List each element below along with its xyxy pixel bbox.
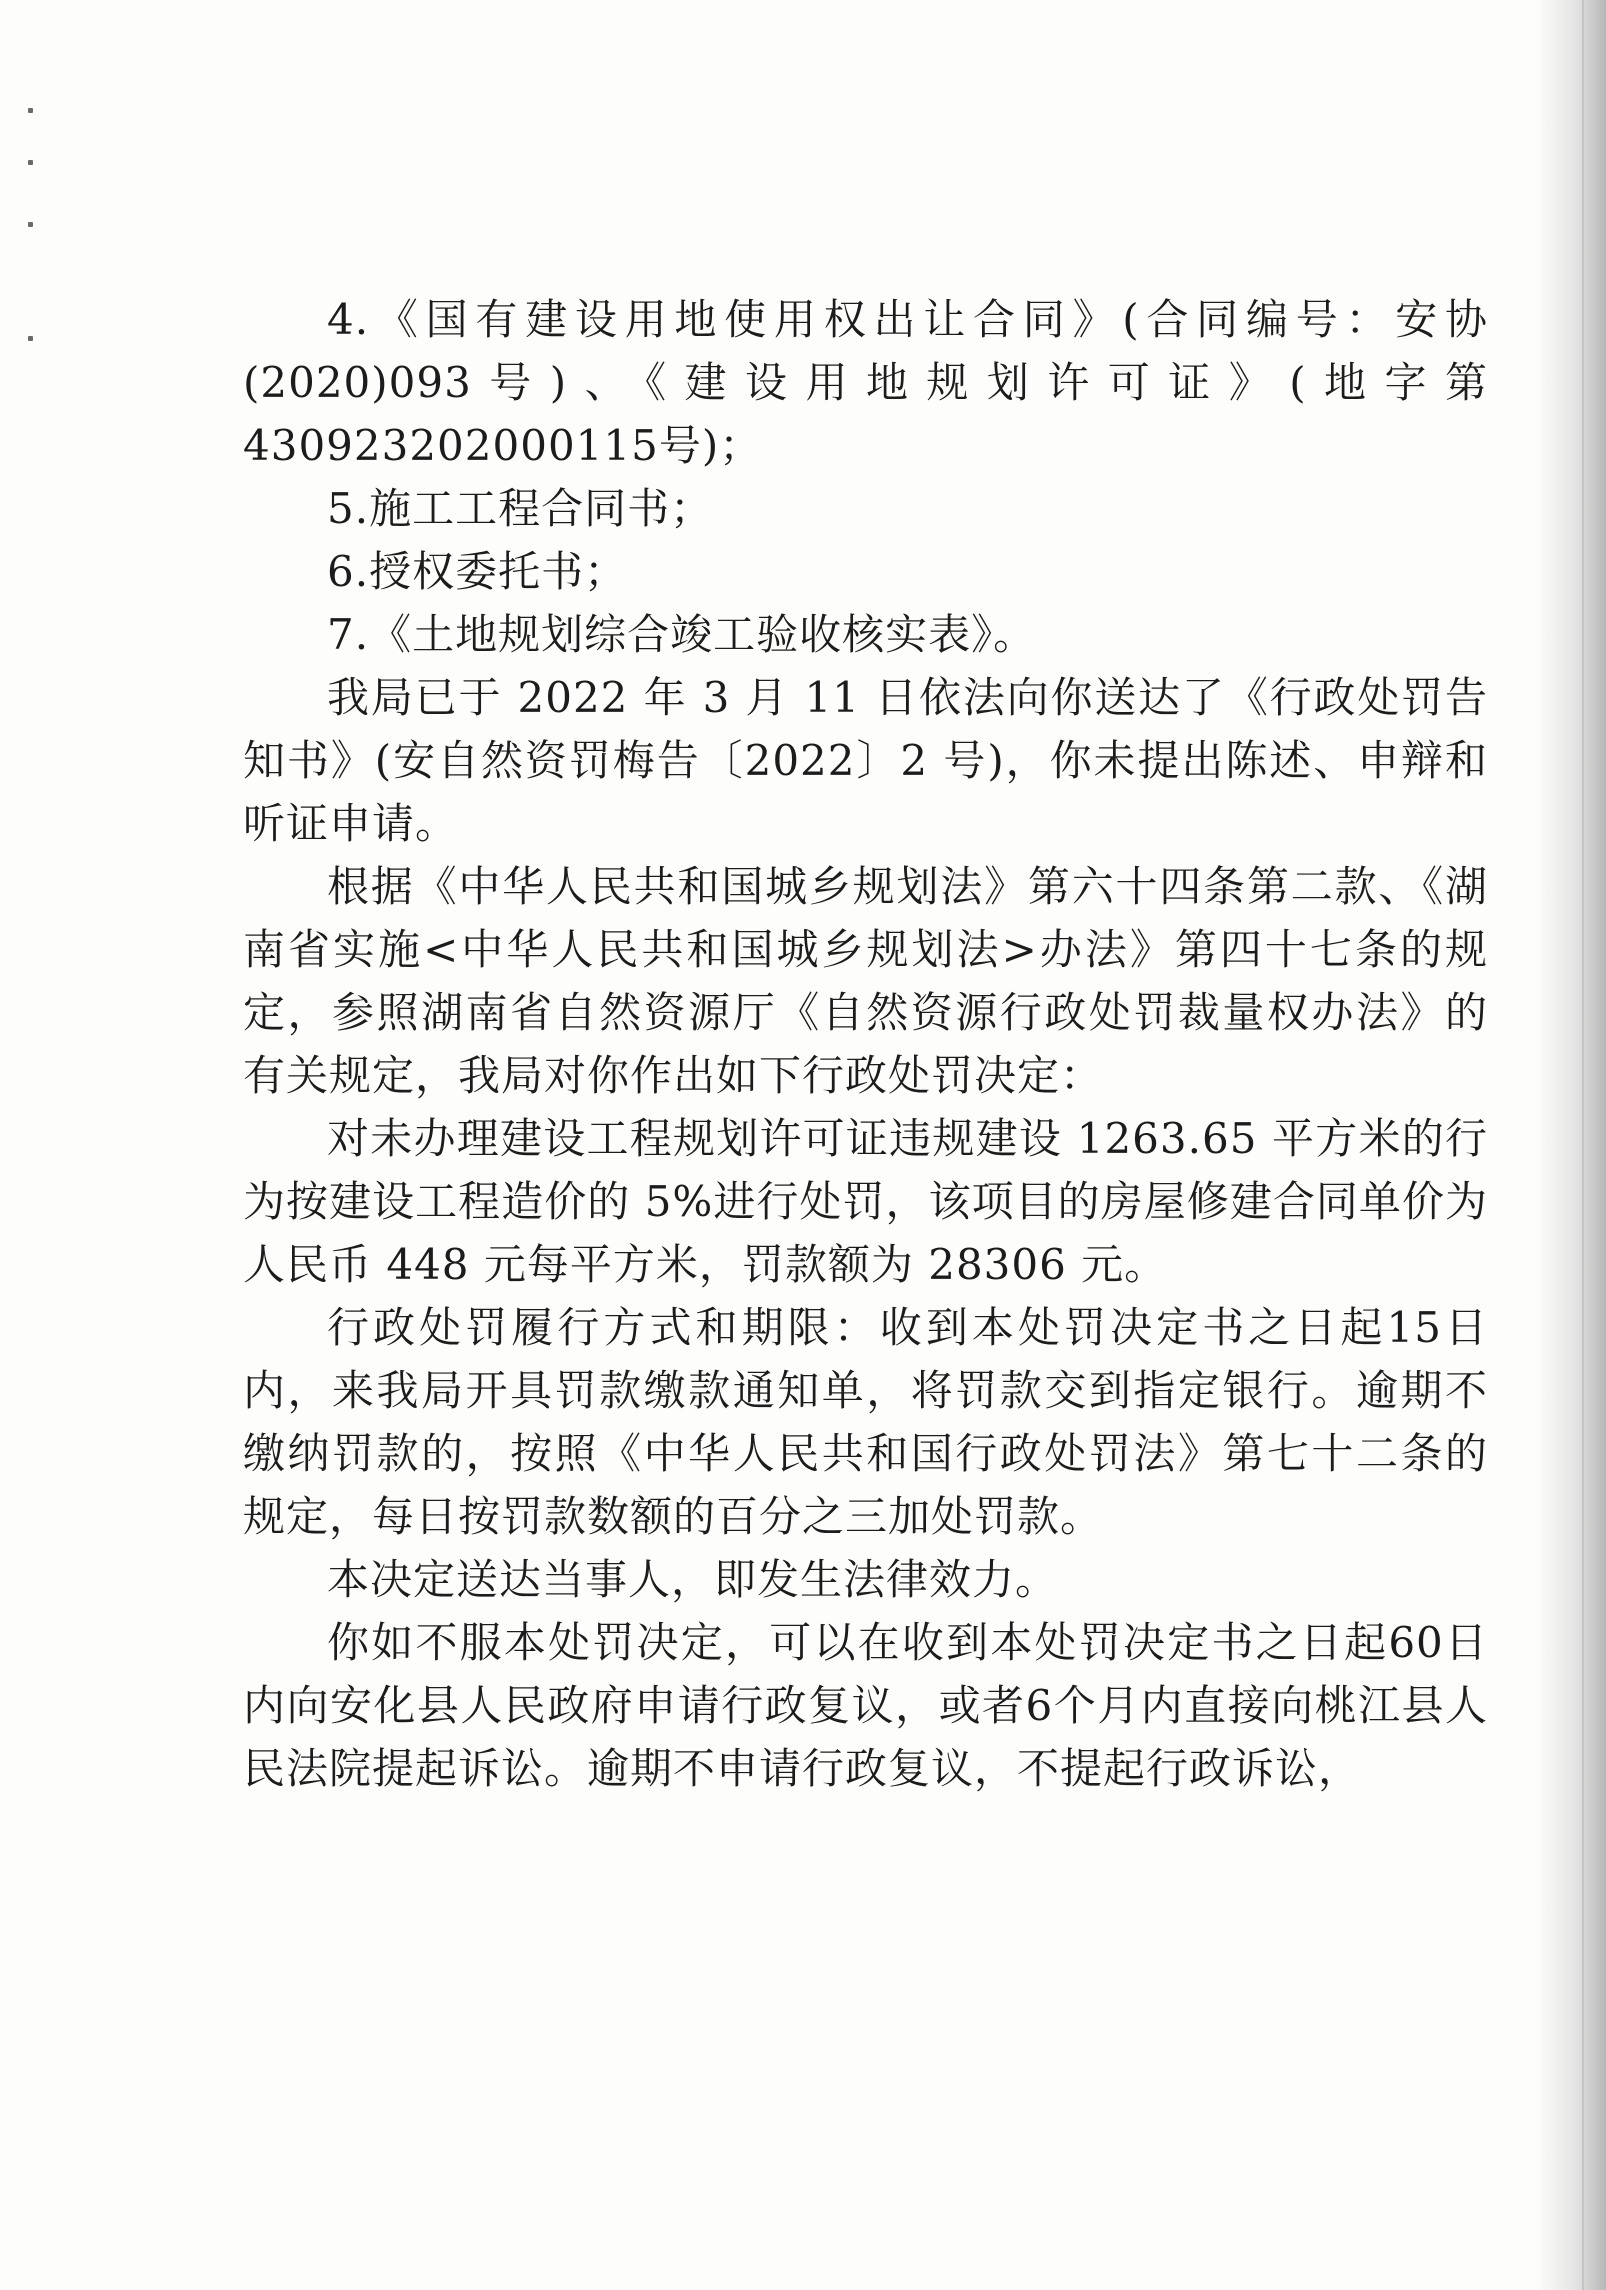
paragraph-effectiveness: 本决定送达当事人，即发生法律效力。 xyxy=(327,1555,1059,1604)
scan-mark xyxy=(28,160,33,165)
paragraph-legal-basis: 根据《中华人民共和国城乡规划法》第六十四条第二款、《湖南省实施<中华人民共和国城乡规划法>办法》第四十七条的规定，参照湖南省自然资源厅《自然资源行政处罚裁量权办法》的有关规定，我局对你作出如下行政处罚决定： xyxy=(243,862,1488,1100)
list-item-contract: 4.《国有建设用地使用权出让合同》(合同编号：安协(2020)093号)、《建设用地规划许可证》(地字第430923202000115号)； xyxy=(243,295,1488,470)
scan-mark xyxy=(28,336,33,341)
paragraph-payment-terms: 行政处罚履行方式和期限：收到本处罚决定书之日起15日内，来我局开具罚款缴款通知单，将罚款交到指定银行。逾期不缴纳罚款的，按照《中华人民共和国行政处罚法》第七十二条的规定，每日按罚款数额的百分之三加处罚款。 xyxy=(243,1303,1488,1541)
scan-edge-shadow xyxy=(1536,0,1606,2290)
scan-mark xyxy=(28,108,33,113)
list-item-acceptance-form: 7.《土地规划综合竣工验收核实表》。 xyxy=(327,610,1037,659)
list-item-construction-contract: 5.施工工程合同书； xyxy=(327,484,714,533)
list-item-authorization: 6.授权委托书； xyxy=(327,547,628,596)
document-body xyxy=(243,288,1488,1800)
scan-mark xyxy=(28,222,33,227)
paragraph-notice-served: 我局已于 2022 年 3 月 11 日依法向你送达了《行政处罚告知书》(安自然资罚梅告〔2022〕2 号)，你未提出陈述、申辩和听证申请。 xyxy=(243,673,1488,848)
paragraph-appeal-rights: 你如不服本处罚决定，可以在收到本处罚决定书之日起60日内向安化县人民政府申请行政复议，或者6个月内直接向桃江县人民法院提起诉讼。逾期不申请行政复议，不提起行政诉讼， xyxy=(243,1618,1488,1793)
paragraph-penalty-decision: 对未办理建设工程规划许可证违规建设 1263.65 平方米的行为按建设工程造价的 5%进行处罚，该项目的房屋修建合同单价为人民币 448 元每平方米，罚款额为 28306 元。 xyxy=(243,1114,1488,1289)
scan-edge-line xyxy=(1582,0,1584,2290)
